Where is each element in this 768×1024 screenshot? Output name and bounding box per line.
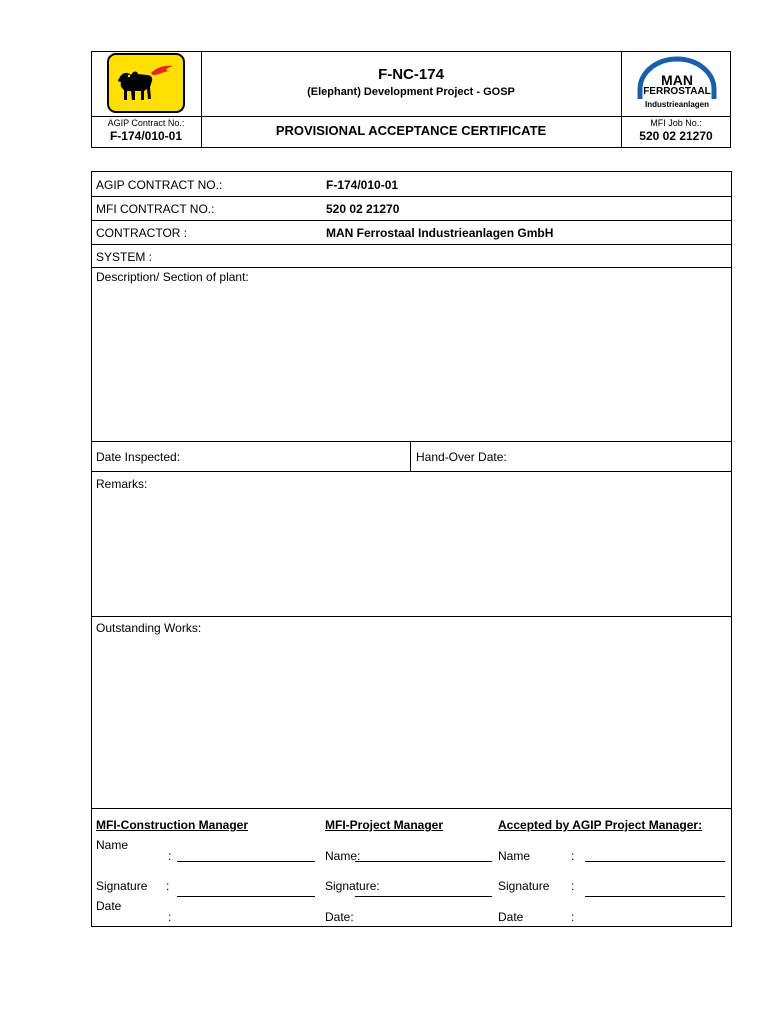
mfi-contract-value: 520 02 21270 [326, 202, 400, 216]
certificate-title: PROVISIONAL ACCEPTANCE CERTIFICATE [275, 123, 547, 138]
row-line [91, 808, 732, 809]
col2-signature-label: Signature: [325, 879, 380, 893]
handover-date-label: Hand-Over Date: [416, 450, 507, 464]
description-label: Description/ Section of plant: [96, 270, 249, 284]
row-line [91, 616, 732, 617]
outstanding-works-label: Outstanding Works: [96, 621, 202, 635]
col1-date-label: Date [96, 899, 122, 913]
col1-signature-colon: : [166, 879, 170, 893]
col3-signature-label: Signature [498, 879, 550, 893]
header-agip-contract-caption: AGIP Contract No.: [107, 118, 185, 128]
row-line [91, 267, 732, 268]
row-line [91, 220, 732, 221]
man-logo-line3: Industrieanlagen [644, 100, 709, 109]
header-divider-mid [91, 116, 731, 117]
row-line [91, 471, 732, 472]
form-number: F-NC-174 [378, 66, 444, 83]
construction-manager-title: MFI-Construction Manager [96, 818, 248, 832]
row-line [91, 441, 732, 442]
col1-name-colon: : [168, 849, 172, 863]
row-line [91, 196, 732, 197]
remarks-label: Remarks: [96, 477, 148, 491]
col3-signature-colon: : [571, 879, 575, 893]
col3-signature-line [585, 896, 725, 897]
col3-name-colon: : [571, 849, 575, 863]
man-logo-line1: MAN [661, 72, 693, 88]
row-line [91, 244, 732, 245]
col1-date-colon: : [168, 910, 172, 924]
date-divider [410, 441, 411, 471]
header-mfi-job-caption: MFI Job No.: [650, 118, 702, 128]
system-label: SYSTEM : [96, 250, 153, 264]
date-inspected-label: Date Inspected: [96, 450, 181, 464]
man-logo-line2: FERROSTAAL [643, 86, 711, 97]
col3-date-label: Date [498, 910, 524, 924]
contractor-label: CONTRACTOR : [96, 226, 188, 240]
agip-project-manager-title: Accepted by AGIP Project Manager: [498, 818, 703, 832]
form-block [91, 171, 732, 927]
col2-signature-line [355, 896, 492, 897]
col2-date-label: Date: [325, 910, 354, 924]
col2-name-label: Name: [325, 849, 361, 863]
agip-logo [107, 53, 185, 113]
project-title: (Elephant) Development Project - GOSP [307, 86, 515, 98]
col1-signature-label: Signature [96, 879, 148, 893]
col1-name-line [177, 861, 315, 862]
contractor-value: MAN Ferrostaal Industrieanlagen GmbH [326, 226, 554, 240]
agip-contract-label: AGIP CONTRACT NO.: [96, 178, 223, 192]
col2-name-line [355, 861, 492, 862]
agip-contract-value: F-174/010-01 [326, 178, 399, 192]
col1-signature-line [177, 896, 315, 897]
project-manager-title: MFI-Project Manager [325, 818, 444, 832]
man-ferrostaal-logo [630, 55, 724, 113]
col3-name-line [585, 861, 725, 862]
mfi-contract-label: MFI CONTRACT NO.: [96, 202, 215, 216]
col3-name-label: Name [498, 849, 531, 863]
col3-date-colon: : [571, 910, 575, 924]
col1-name-label: Name [96, 838, 129, 852]
header-agip-contract-value: F-174/010-01 [109, 129, 183, 143]
header-mfi-job-value: 520 02 21270 [639, 129, 713, 143]
